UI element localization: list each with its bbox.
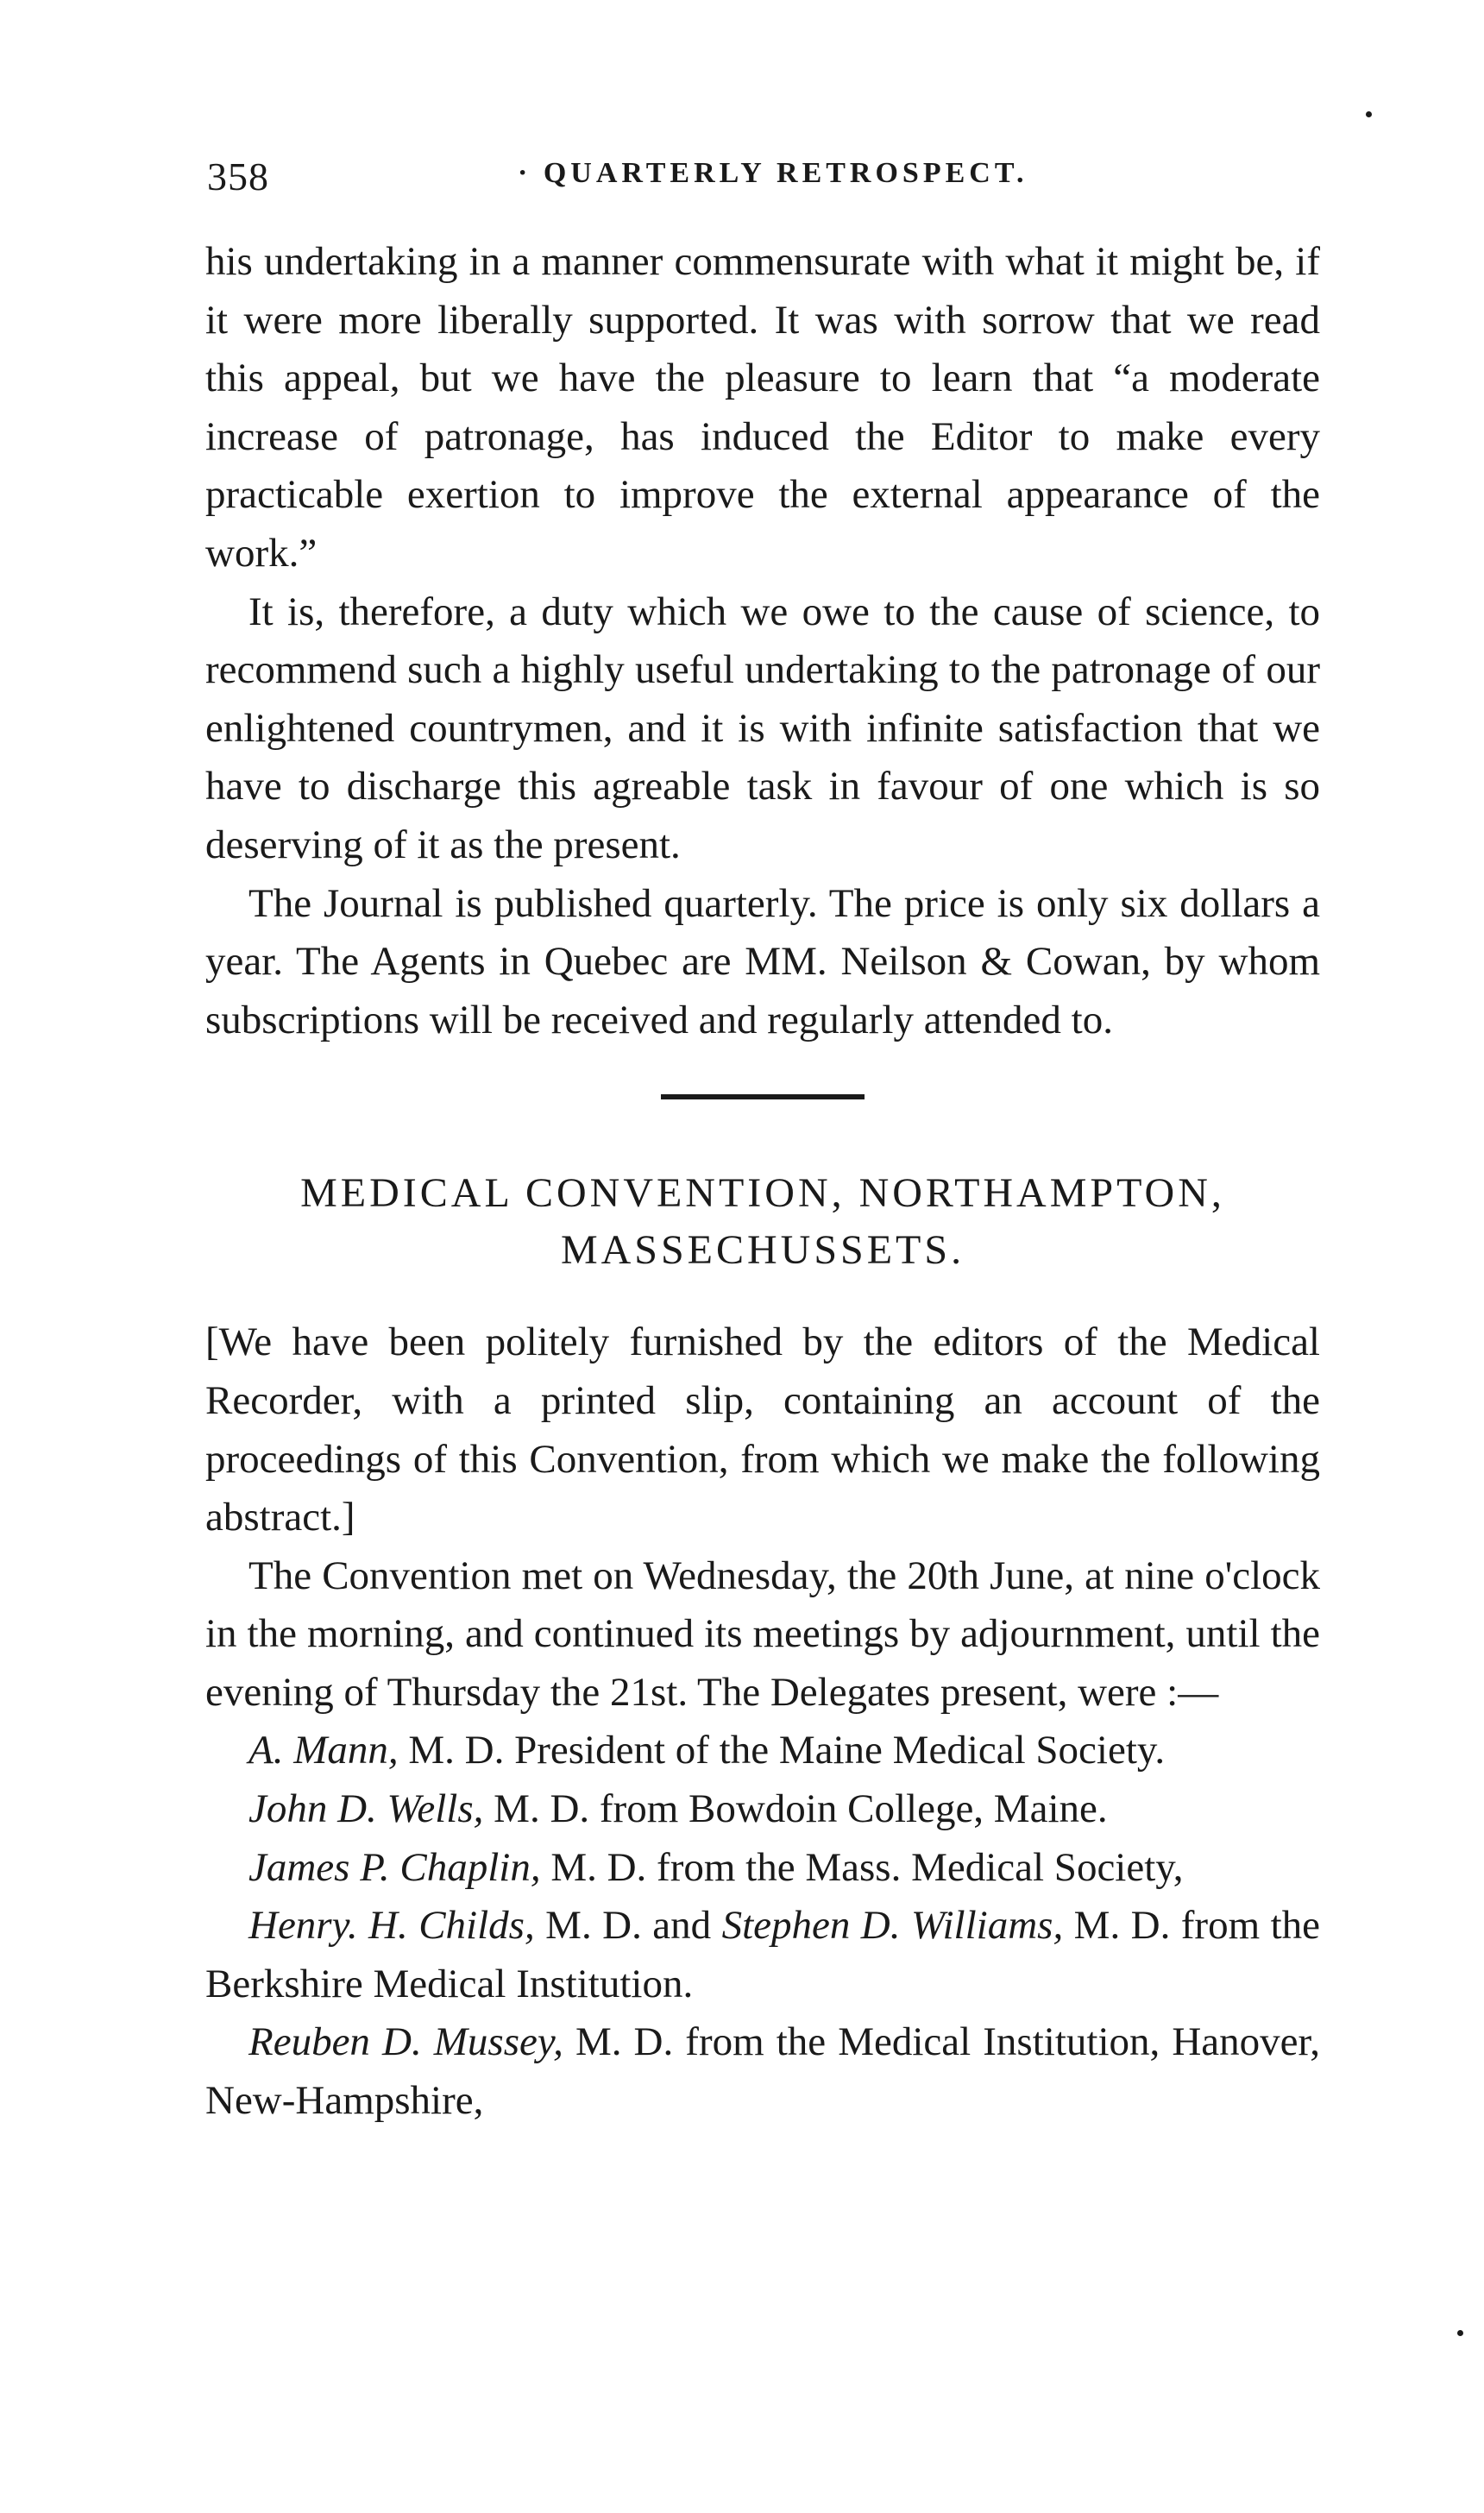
paragraph: The Convention met on Wednesday, the 20th June, at nine o'clock in the morning, and continued its meetings by adjournment, until the evening of Thursday the 21st. The Delegates present, were :—: [205, 1553, 1320, 1715]
section-title: [205, 1165, 1320, 1279]
delegate-name: A. Mann,: [248, 1728, 399, 1773]
delegate-detail: M. D. President of the Maine Medical Society.: [398, 1728, 1166, 1773]
section-title-line: MASSECHUSSETS.: [560, 1227, 965, 1274]
delegate-detail: M. D. from Bowdoin College, Maine.: [483, 1786, 1108, 1832]
delegate-name: Henry. H. Childs,: [248, 1903, 535, 1949]
delegate-detail: M. D. from the Mass. Medical Society,: [540, 1844, 1184, 1890]
delegate-entry: [205, 1780, 1320, 1839]
paragraph: The Journal is published quarterly. The price is only six dollars a year. The Agents in Quebec are MM. Neilson & Cowan, by whom subscriptions will be received and regularly attended to.: [205, 880, 1320, 1042]
paragraph-continued: his undertaking in a manner commensurate with what it might be, if it were more liberally supported. It was with sorrow that we read this appeal, but we have the pleasure to learn that “a moderate increase of patronage, has induced the Editor to make every practicable exertion to improve the external appearance of the work.”: [205, 239, 1320, 576]
delegate-name: James P. Chaplin,: [248, 1844, 541, 1890]
paragraph: It is, therefore, a duty which we owe to the cause of science, to recommend such a highly useful undertaking to the patronage of our enlightened countrymen, and it is with infinite satisfaction that we have to discharge this agreable task in favour of one which is so deserving of it as the present.: [205, 589, 1320, 867]
delegate-detail: M. D. and: [534, 1903, 722, 1949]
delegate-detail: M. D. from the Berkshire Medical Institution.: [205, 1903, 1321, 2006]
delegate-name: Stephen D. Williams,: [721, 1903, 1064, 1949]
page-body: [205, 233, 1320, 2131]
delegate-name: Reuben D. Mussey,: [248, 2019, 563, 2065]
delegate-entry: [205, 2013, 1320, 2130]
section-divider: [661, 1094, 865, 1099]
page-header: [207, 154, 1320, 205]
ink-speck: [1366, 111, 1372, 117]
delegate-entry: [205, 1839, 1320, 1898]
delegate-entry: [205, 1897, 1320, 2013]
section-title-line: MEDICAL CONVENTION, NORTHAMPTON,: [300, 1170, 1225, 1217]
editorial-note: [We have been politely furnished by the editors of the Medical Recorder, with a printed slip, containing an account of the proceedings of this Convention, from which we make the following abstract.]: [205, 1319, 1320, 1540]
ink-speck: [1457, 2330, 1463, 2336]
delegate-entry: [205, 1722, 1320, 1780]
page-number: 358: [207, 154, 269, 198]
delegate-name: John D. Wells,: [248, 1786, 484, 1832]
delegate-detail: M. D. from the Medical Institution, Hanover, New-Hampshire,: [205, 2019, 1321, 2124]
running-head: · QUARTERLY RETROSPECT.: [518, 157, 1028, 189]
